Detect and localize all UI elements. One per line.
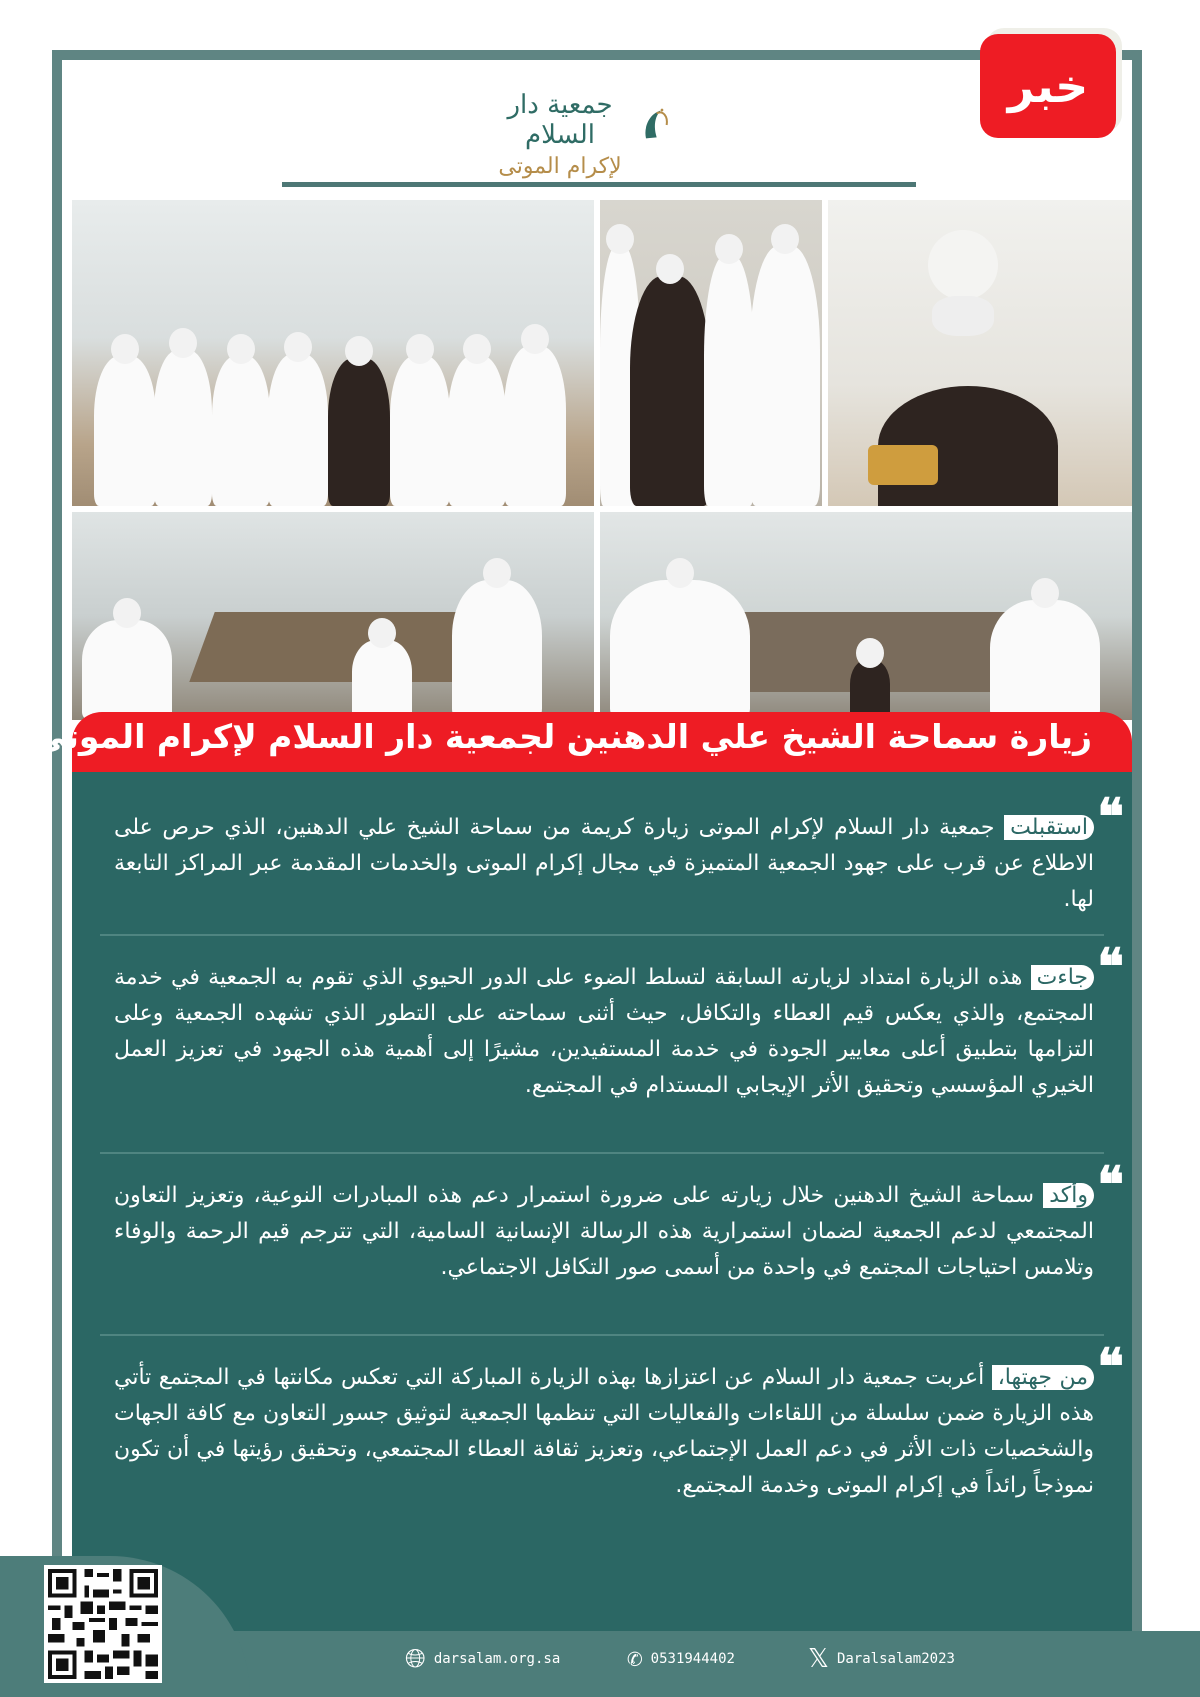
paragraph-divider	[100, 1334, 1104, 1336]
paragraph-text: سماحة الشيخ الدهنين خلال زيارته على ضرورة استمرار دعم هذه المبادرات النوعية، وتعزيز التعاون المجتمعي لدعم الجمعية لضمان استمرارية هذه الرسالة الإنسانية السامية، التي تترجم قيم الرحمة والوفاء وتلامس احتياجات المجتمع في واحدة من أسمى صور التكافل الاجتماعي.	[114, 1183, 1094, 1280]
qr-code-icon[interactable]	[44, 1565, 162, 1683]
headline-bar	[33, 712, 1132, 772]
paragraph-divider	[100, 934, 1104, 936]
website-text: darsalam.org.sa	[433, 1651, 561, 1667]
paragraph-2	[114, 960, 1094, 1104]
quote-icon: ❝	[1097, 1337, 1124, 1396]
quote-icon: ❝	[1097, 937, 1124, 996]
footer-website[interactable]	[405, 1646, 560, 1672]
brand-name: جمعية دار السلام	[507, 90, 613, 150]
headline: زيارة سماحة الشيخ علي الدهنين لجمعية دار السلام لإكرام الموتى	[33, 717, 1092, 756]
globe-icon: 🌐︎	[405, 1644, 426, 1674]
paragraph-lead: وأكد	[1043, 1183, 1094, 1208]
x-logo-icon: 𝕏	[808, 1644, 829, 1674]
header-divider	[282, 182, 916, 187]
brand-name-block	[475, 90, 645, 179]
quote-icon: ❝	[1097, 1155, 1124, 1214]
photo-sheikh-seated	[828, 200, 1132, 506]
footer-x[interactable]	[808, 1646, 955, 1672]
photo-collage	[72, 200, 1132, 720]
paragraph-3	[114, 1178, 1094, 1286]
photo-group-standing	[72, 200, 594, 506]
x-handle-text: Daralsalam2023	[836, 1651, 955, 1667]
paragraph-text: أعربت جمعية دار السلام عن اعتزازها بهذه الزيارة المباركة التي تعكس مكانتها في المجتمع تأتي هذه الزيارة ضمن سلسلة من اللقاءات والفعاليات التي تنظمها الجمعية لتوثيق جسور التعاون مع كافة الجهات والشخصيات ذات الأثر في دعم العمل الإجتماعي، وتعزيز ثقافة العطاء المجتمعي، وتحقيق رؤيتها في أن تكون نموذجاً رائداً في إكرام الموتى وخدمة المجتمع.	[114, 1365, 1094, 1498]
phone-text: 0531944402	[650, 1651, 735, 1667]
paragraph-divider	[100, 1152, 1104, 1154]
photo-meeting-right	[600, 512, 1132, 720]
logo-emblem-icon	[640, 70, 730, 180]
article-body	[72, 772, 1132, 1631]
paragraph-lead: من جهتها،	[992, 1365, 1094, 1390]
photo-conversation	[600, 200, 822, 506]
photo-meeting-left	[72, 512, 594, 720]
paragraph-text: جمعية دار السلام لإكرام الموتى زيارة كريمة من سماحة الشيخ علي الدهنين، الذي حرص على الاطلاع عن قرب على جهود الجمعية المتميزة في مجال إكرام الموتى والخدمات المقدمة عبر المراكز التابعة لها.	[114, 815, 1094, 912]
news-badge-label: خبر	[1007, 59, 1089, 113]
footer-phone[interactable]	[627, 1646, 735, 1672]
brand-tagline: لإكرام الموتى	[498, 154, 622, 179]
paragraph-lead: جاءت	[1031, 965, 1094, 990]
paragraph-text: هذه الزيارة امتداد لزيارته السابقة لتسلط الضوء على الدور الحيوي الذي تقوم به الجمعية في خدمة المجتمع، والذي يعكس قيم العطاء والتكافل، حيث أثنى سماحته على التطور الذي تشهده الجمعية وعلى التزامها بتطبيق أعلى معايير الجودة في خدمة المستفيدين، مشيرًا إلى أهمية هذه الجهود في تعزيز العمل الخيري المؤسسي وتحقيق الأثر الإيجابي المستدام في المجتمع.	[114, 965, 1094, 1098]
paragraph-1	[114, 810, 1094, 918]
phone-icon: ✆	[627, 1644, 643, 1674]
news-badge	[980, 34, 1116, 138]
quote-icon: ❝	[1097, 787, 1124, 846]
paragraph-4	[114, 1360, 1094, 1504]
paragraph-lead: استقبلت	[1004, 815, 1094, 840]
